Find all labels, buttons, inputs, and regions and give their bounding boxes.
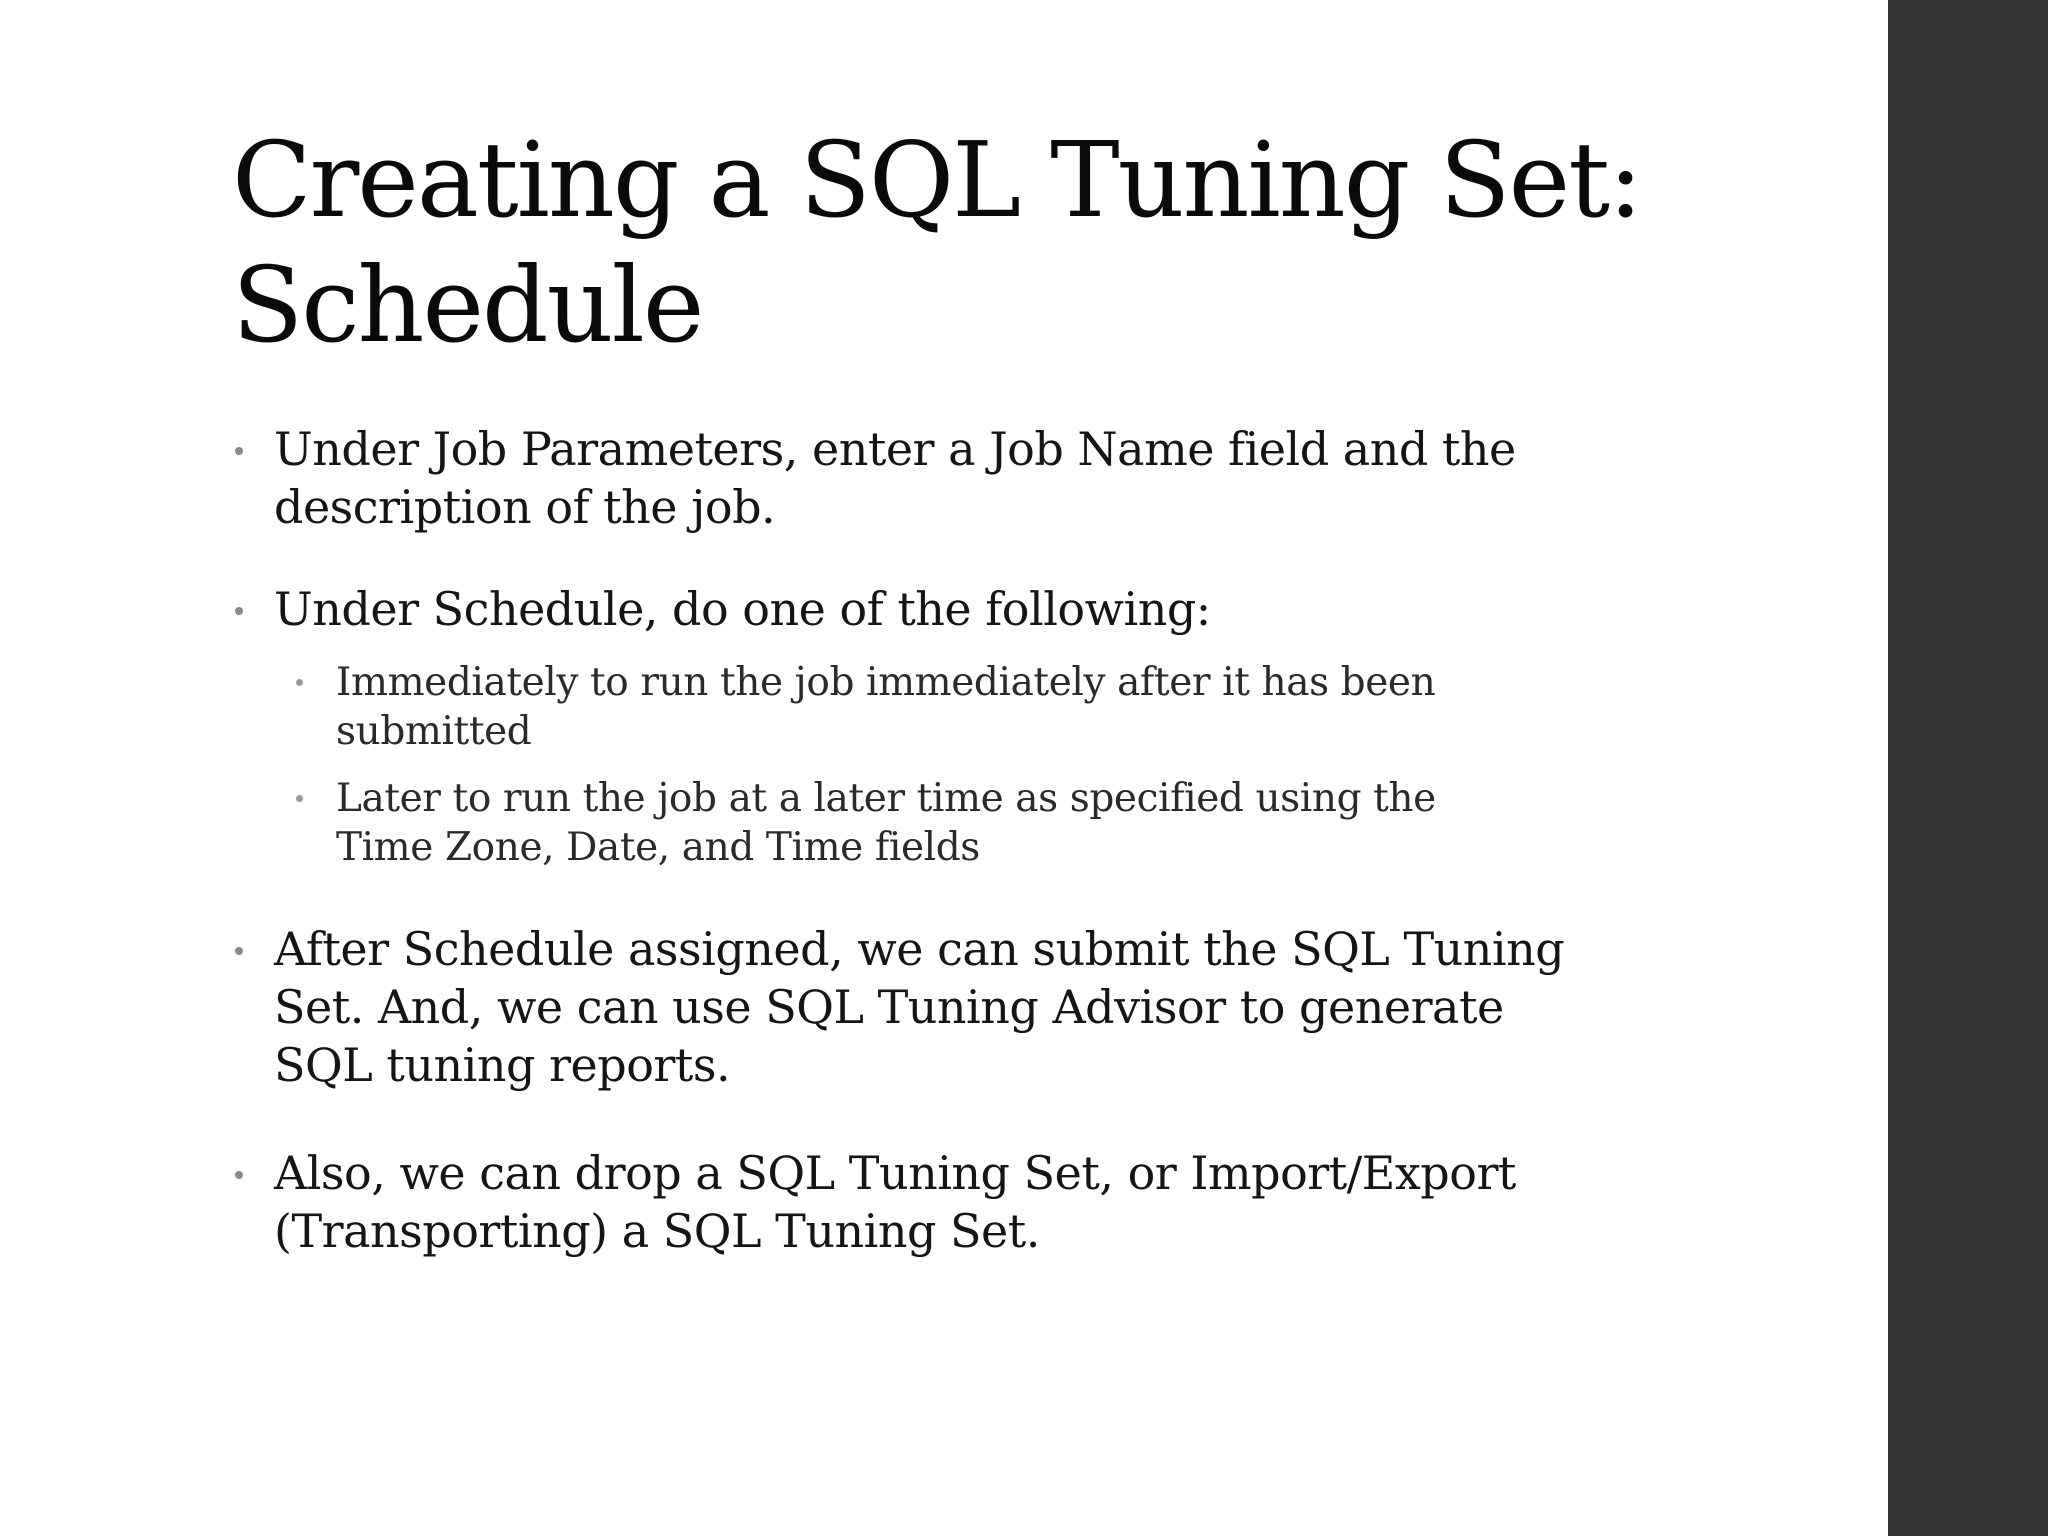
bullet-item [232,1144,1682,1260]
bullet-text: Set. And, we can use SQL Tuning Advisor to generate [274,980,1504,1034]
bullet-text: Under Schedule, do one of the following: [274,582,1211,636]
sub-bullet-list [274,658,1682,872]
sub-bullet-text: Later to run the job at a later time as specified using the [336,776,1436,821]
sub-bullet-text: submitted [336,709,532,754]
sub-bullet-text: Immediately to run the job immediately after it has been [336,660,1436,705]
bullet-item [232,420,1682,536]
slide-title-line: Creating a SQL Tuning Set: [232,119,1642,241]
sub-bullet-item [274,774,1682,872]
bullet-text: Under Job Parameters, enter a Job Name field and the [274,422,1516,476]
sub-bullet-text: Time Zone, Date, and Time fields [336,825,980,870]
bullet-text: description of the job. [274,480,776,534]
slide-title-line: Schedule [232,244,703,366]
sub-bullet-item [274,658,1682,756]
bullet-text: Also, we can drop a SQL Tuning Set, or Import/Export [274,1146,1516,1200]
side-accent-bar [1888,0,2048,1536]
bullet-text: SQL tuning reports. [274,1038,731,1092]
bullet-list [232,420,1682,1260]
bullet-text: After Schedule assigned, we can submit the SQL Tuning [274,922,1565,976]
bullet-item [232,920,1682,1094]
bullet-item [232,580,1682,872]
slide-title [232,118,1812,368]
bullet-text: (Transporting) a SQL Tuning Set. [274,1204,1040,1258]
